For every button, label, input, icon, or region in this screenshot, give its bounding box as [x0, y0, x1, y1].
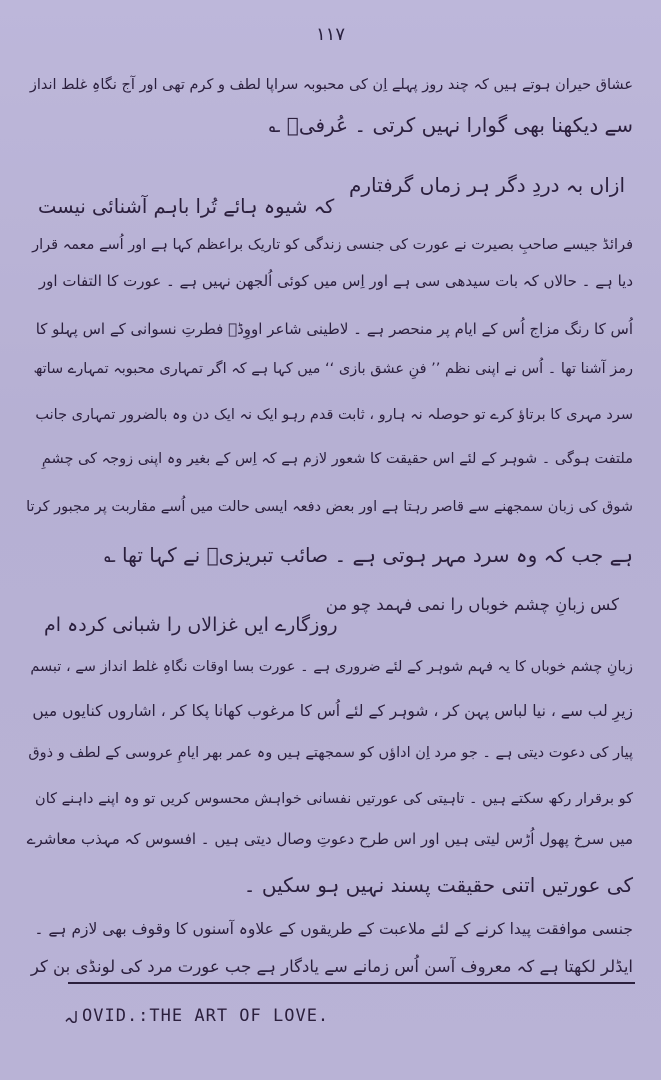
text-line: کو برقرار رکھ سکتے ہیں ۔ تاہیتی کی عورتیں نفسانی خواہش محسوس کریں تو وہ اپنے داہنے کان	[35, 791, 633, 807]
footnote-text: OVID.:THE ART OF LOVE.	[82, 1006, 330, 1026]
text-line: ملتفت ہوگی ۔ شوہر کے لئے اس حقیقت کا شعور لازم ہے کہ اِس کے بغیر وہ اپنی زوجہ کی چشمِ	[41, 451, 633, 467]
text-line: زبانِ چشم خوباں کا یہ فہم شوہر کے لئے ضروری ہے ۔ عورت بسا اوقات نگاہِ غلط انداز سے ، تبسم	[30, 659, 633, 675]
text-line: ہے جب کہ وہ سرد مہر ہوتی ہے ۔ صائب تبریزیؔ نے کہا تھا ؎	[103, 543, 633, 567]
footnote-marker: لہ	[64, 1008, 79, 1027]
text-line: اُس کا رنگ مزاج اُس کے ایام پر منحصر ہے ۔ لاطینی شاعر اووِڈؔ فطرتِ نسوانی کے اس پہلو کا	[35, 320, 633, 338]
verse-1-right: ازاں بہ دردِ دگر ہر زماں گرفتارم	[348, 173, 625, 197]
verse-1-left: کہ شیوہ ہائے تُرا باہم آشنائی نیست	[38, 195, 335, 218]
text-line: دیا ہے ۔ حالاں کہ بات سیدھی سی ہے اور اِس میں کوئی اُلجھن نہیں ہے ۔ عورت کا التفات اور	[38, 272, 633, 290]
text-line: پیار کی دعوت دیتی ہے ۔ جو مرد اِن اداؤں کو سمجھتے ہیں وہ عمر بھر ایامِ عروسی کے لطف و ذوق	[28, 745, 633, 761]
text-line: عشاق حیران ہوتے ہیں کہ چند روز پہلے اِن کی محبوبہ سراپا لطف و کرم تھی اور آج نگاہِ غلط انداز	[29, 77, 633, 93]
text-line: ایڈلر لکھتا ہے کہ معروف آسن اُس زمانے سے یادگار ہے جب عورت مرد کی لونڈی بن کر	[30, 957, 633, 976]
text-line: میں سرخ پھول اُڑس لیتی ہیں اور اس طرح دعوتِ وصال دیتی ہیں ۔ افسوس کہ مہذب معاشرے	[26, 830, 633, 848]
text-line: کی عورتیں اتنی حقیقت پسند نہیں ہو سکیں ۔	[243, 873, 633, 897]
text-line: سرد مہری کا برتاؤ کرے تو حوصلہ نہ ہارو ، ثابت قدم رہو ایک نہ ایک دن وہ بالضرور تمہاری جانب	[35, 407, 633, 423]
text-line: فرائڈ جیسے صاحبِ بصیرت نے عورت کی جنسی زندگی کو تاریک براعظم کہا ہے اور اُسے معمہ قرار	[32, 237, 633, 253]
text-line: سے دیکھنا بھی گوارا نہیں کرتی ۔ عُرفیؔ ؎	[268, 113, 633, 137]
footnote-rule	[68, 982, 635, 984]
text-line: رمز آشنا تھا ۔ اُس نے اپنی نظم ’’ فنِ عشق بازی ‘‘ میں کہا ہے کہ اگر تمہاری محبوبہ تمہارے ساتھ	[33, 361, 633, 377]
page-number: ۱۱۷	[315, 24, 345, 45]
verse-2-right: کس زبانِ چشم خوباں را نمی فہمد چو من	[325, 595, 619, 614]
text-line: زیرِ لب سے ، نیا لباس پہن کر ، شوہر کے لئے اُس کا مرغوب کھانا پکا کر ، اشاروں کنایوں میں	[32, 702, 633, 720]
verse-2-left: روزگارے ایں غزالاں را شبانی کردہ ام	[44, 614, 338, 636]
text-line: جنسی موافقت پیدا کرنے کے لئے ملاعبت کے طریقوں کے علاوہ آسنوں کا وقوف بھی لازم ہے ۔	[34, 920, 633, 938]
text-line: شوق کی زبان سمجھنے سے قاصر رہتا ہے اور بعض دفعہ ایسی حالت میں اُسے مقاربت پر مجبور کرتا	[26, 499, 633, 515]
